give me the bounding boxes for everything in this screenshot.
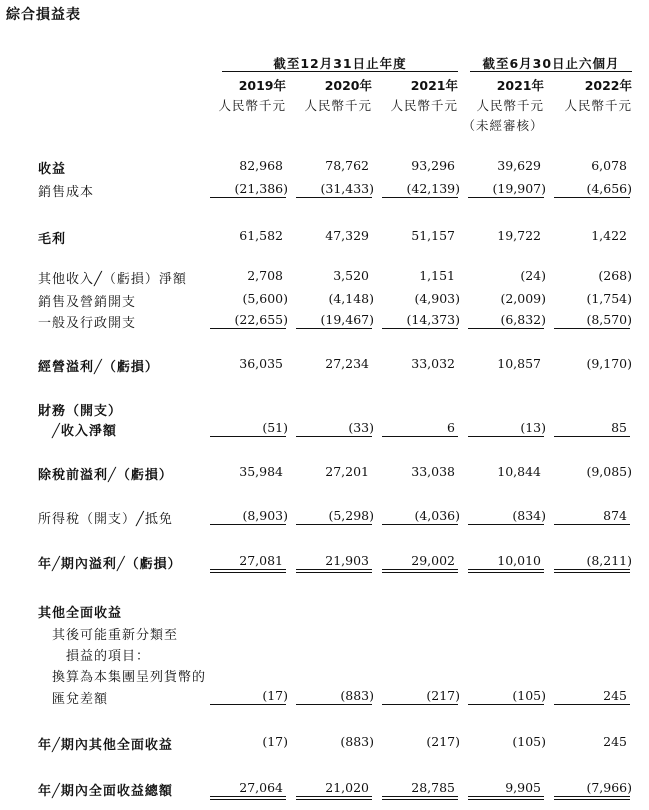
value-cell: (4,903): [414, 291, 460, 306]
subtotal-rule: [554, 197, 630, 198]
subtotal-rule: [468, 436, 544, 437]
header-group-six-months: 截至6月30日止六個月: [482, 56, 620, 71]
subtotal-rule: [210, 436, 286, 437]
value-cell: (17): [262, 734, 288, 749]
value-cell: (4,656): [586, 181, 632, 196]
header-rule-year-ended: [222, 71, 458, 72]
subtotal-rule: [468, 704, 544, 705]
value-cell: 1,151: [419, 268, 455, 283]
unit-header: 人民幣千元: [564, 98, 632, 113]
row-label: 年╱期內其他全面收益: [38, 738, 173, 753]
value-cell: (883): [340, 734, 374, 749]
header-group-year-ended: 截至12月31日止年度: [273, 56, 407, 71]
row-label: 財務（開支）: [38, 404, 123, 419]
value-cell: (22,655): [234, 312, 288, 327]
value-cell: (4,036): [414, 508, 460, 523]
value-cell: 93,296: [411, 158, 455, 173]
value-cell: 19,722: [497, 228, 541, 243]
row-label: 匯兌差額: [52, 692, 109, 707]
value-cell: 33,032: [411, 356, 455, 371]
value-cell: 28,785: [411, 780, 455, 795]
row-label: 其後可能重新分類至: [52, 628, 179, 643]
row-label: 銷售成本: [38, 185, 95, 200]
value-cell: 51,157: [411, 228, 455, 243]
year-header: 2020年: [324, 78, 372, 93]
subtotal-rule: [382, 524, 458, 525]
subtotal-rule: [296, 704, 372, 705]
page-title: 綜合損益表: [6, 7, 81, 23]
value-cell: (217): [426, 688, 460, 703]
value-cell: (2,009): [500, 291, 546, 306]
value-cell: (105): [512, 734, 546, 749]
value-cell: (21,386): [234, 181, 288, 196]
value-cell: (31,433): [320, 181, 374, 196]
value-cell: (17): [262, 688, 288, 703]
value-cell: (1,754): [586, 291, 632, 306]
row-label: 年╱期內全面收益總額: [38, 784, 173, 799]
total-double-rule: [468, 569, 544, 573]
total-double-rule: [382, 569, 458, 573]
value-cell: (5,600): [242, 291, 288, 306]
value-cell: 29,002: [411, 553, 455, 568]
value-cell: (6,832): [500, 312, 546, 327]
total-double-rule: [468, 796, 544, 800]
row-label: 一般及行政開支: [38, 316, 137, 331]
subtotal-rule: [468, 328, 544, 329]
subtotal-rule: [296, 436, 372, 437]
subtotal-rule: [382, 436, 458, 437]
value-cell: 874: [603, 508, 627, 523]
value-cell: 27,234: [325, 356, 369, 371]
subtotal-rule: [554, 524, 630, 525]
value-cell: (8,903): [242, 508, 288, 523]
row-label: 其他收入╱（虧損）淨額: [38, 272, 187, 287]
total-double-rule: [210, 569, 286, 573]
subtotal-rule: [468, 524, 544, 525]
value-cell: (9,170): [586, 356, 632, 371]
value-cell: (19,467): [320, 312, 374, 327]
unit-header: 人民幣千元: [304, 98, 372, 113]
total-double-rule: [210, 796, 286, 800]
row-label: 經營溢利╱（虧損）: [38, 360, 159, 375]
value-cell: 39,629: [497, 158, 541, 173]
subtotal-rule: [382, 328, 458, 329]
value-cell: (105): [512, 688, 546, 703]
value-cell: (7,966): [586, 780, 632, 795]
row-label: 收益: [38, 162, 67, 177]
value-cell: 47,329: [325, 228, 369, 243]
unit-header: 人民幣千元: [476, 98, 544, 113]
value-cell: 78,762: [325, 158, 369, 173]
year-header: 2021年: [496, 78, 544, 93]
total-double-rule: [296, 569, 372, 573]
value-cell: 35,984: [239, 464, 283, 479]
value-cell: (8,211): [586, 553, 632, 568]
value-cell: 6: [447, 420, 455, 435]
value-cell: 27,064: [239, 780, 283, 795]
header-rule-six-months: [470, 71, 632, 72]
value-cell: (883): [340, 688, 374, 703]
year-header: 2021年: [410, 78, 458, 93]
unit-header: 人民幣千元: [218, 98, 286, 113]
value-cell: 2,708: [247, 268, 283, 283]
row-label: 換算為本集團呈列貨幣的: [52, 670, 207, 685]
value-cell: 85: [611, 420, 627, 435]
value-cell: (24): [520, 268, 546, 283]
value-cell: 27,201: [325, 464, 369, 479]
value-cell: 61,582: [239, 228, 283, 243]
subtotal-rule: [296, 197, 372, 198]
value-cell: 9,905: [505, 780, 541, 795]
value-cell: 33,038: [411, 464, 455, 479]
value-cell: 6,078: [591, 158, 627, 173]
subtotal-rule: [296, 524, 372, 525]
value-cell: 10,857: [497, 356, 541, 371]
value-cell: (33): [348, 420, 374, 435]
row-label: 銷售及營銷開支: [38, 295, 137, 310]
value-cell: 1,422: [591, 228, 627, 243]
value-cell: 21,020: [325, 780, 369, 795]
year-header: 2022年: [584, 78, 632, 93]
total-double-rule: [382, 796, 458, 800]
value-cell: (834): [512, 508, 546, 523]
value-cell: 27,081: [239, 553, 283, 568]
value-cell: (9,085): [586, 464, 632, 479]
value-cell: 82,968: [239, 158, 283, 173]
value-cell: (42,139): [406, 181, 460, 196]
subtotal-rule: [210, 328, 286, 329]
subtotal-rule: [554, 704, 630, 705]
row-label: 毛利: [38, 232, 67, 247]
value-cell: (4,148): [328, 291, 374, 306]
row-label: 損益的項目：: [66, 649, 151, 664]
value-cell: (13): [520, 420, 546, 435]
subtotal-rule: [210, 197, 286, 198]
subtotal-rule: [382, 704, 458, 705]
total-double-rule: [554, 796, 630, 800]
unit-header: 人民幣千元: [390, 98, 458, 113]
value-cell: 10,844: [497, 464, 541, 479]
value-cell: 245: [603, 688, 627, 703]
total-double-rule: [296, 796, 372, 800]
value-cell: (14,373): [406, 312, 460, 327]
value-cell: 21,903: [325, 553, 369, 568]
row-label: 所得稅（開支）╱抵免: [38, 512, 173, 527]
row-label: 年╱期內溢利╱（虧損）: [38, 557, 182, 572]
value-cell: (268): [598, 268, 632, 283]
subtotal-rule: [210, 704, 286, 705]
subtotal-rule: [296, 328, 372, 329]
value-cell: 3,520: [333, 268, 369, 283]
row-label: 其他全面收益: [38, 606, 123, 621]
value-cell: 245: [603, 734, 627, 749]
value-cell: (8,570): [586, 312, 632, 327]
subtotal-rule: [382, 197, 458, 198]
value-cell: (217): [426, 734, 460, 749]
value-cell: (5,298): [328, 508, 374, 523]
subtotal-rule: [468, 197, 544, 198]
row-label: ╱收入淨額: [52, 424, 117, 439]
value-cell: 10,010: [497, 553, 541, 568]
subtotal-rule: [210, 524, 286, 525]
value-cell: 36,035: [239, 356, 283, 371]
row-label: 除稅前溢利╱（虧損）: [38, 468, 173, 483]
unaudited-note: （未經審核）: [462, 118, 544, 133]
subtotal-rule: [554, 328, 630, 329]
value-cell: (51): [262, 420, 288, 435]
subtotal-rule: [554, 436, 630, 437]
total-double-rule: [554, 569, 630, 573]
year-header: 2019年: [238, 78, 286, 93]
value-cell: (19,907): [492, 181, 546, 196]
